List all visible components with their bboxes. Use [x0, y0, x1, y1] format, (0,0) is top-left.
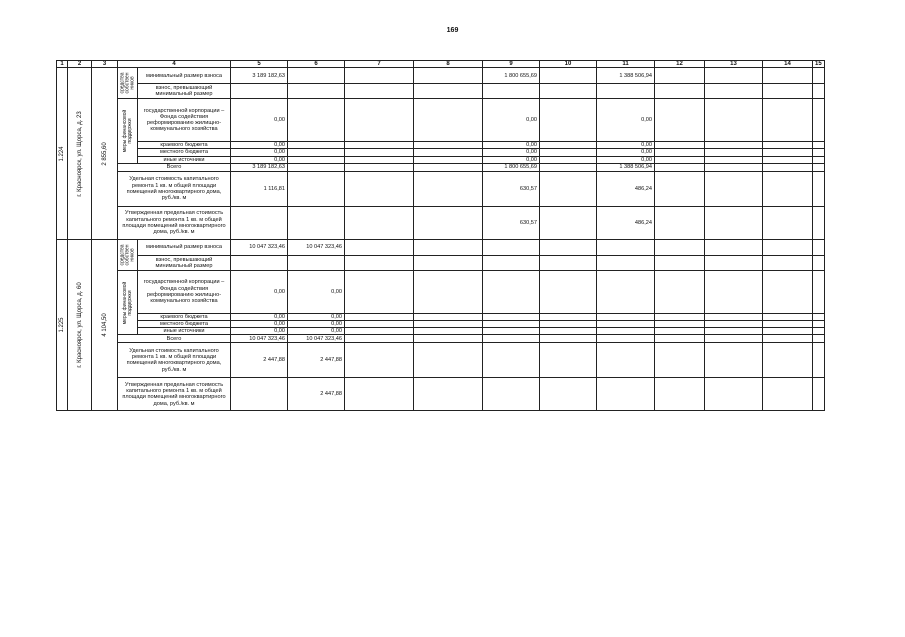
value-cell-c12 [655, 171, 705, 206]
value-cell-c14 [763, 206, 813, 239]
value-cell-c12 [655, 343, 705, 378]
group-support-text: меры финансовой поддержки [121, 109, 133, 153]
value-cell-c15 [813, 270, 825, 313]
record-address [68, 68, 92, 240]
value-cell-c13 [705, 99, 763, 142]
record-number-text: 1.224 [58, 145, 65, 162]
value-cell-c13 [705, 328, 763, 335]
value-cell-c13 [705, 171, 763, 206]
row-label-over-min: взнос, превышающий минимальный размер [138, 84, 231, 99]
header-row [57, 61, 825, 68]
header-cell: 12 [655, 61, 705, 68]
row-label-min-fee: минимальный размер взноса [138, 68, 231, 84]
value-cell-c5: 10 047 323,46 [231, 335, 288, 343]
value-cell-c10 [540, 68, 597, 84]
value-cell-c13 [705, 239, 763, 255]
group-own-funds-text: средства собствен ников [119, 244, 135, 266]
value-cell-c6 [288, 142, 345, 149]
value-cell-c5 [231, 255, 288, 270]
value-cell-c13 [705, 270, 763, 313]
value-cell-c13 [705, 343, 763, 378]
value-cell-c15 [813, 171, 825, 206]
value-cell-c8 [414, 335, 483, 343]
row-label-fund: государственной корпорации – Фонда содействия реформированию жилищно-коммунального хозяйства [138, 99, 231, 142]
value-cell-c14 [763, 343, 813, 378]
value-cell-c7 [345, 206, 414, 239]
table-row [57, 378, 825, 411]
table-row [57, 343, 825, 378]
value-cell-c6: 2 447,88 [288, 343, 345, 378]
value-cell-c9: 630,57 [483, 171, 540, 206]
value-cell-c9 [483, 378, 540, 411]
value-cell-c7 [345, 335, 414, 343]
value-cell-c11: 0,00 [597, 99, 655, 142]
value-cell-c5: 0,00 [231, 156, 288, 163]
value-cell-c6 [288, 206, 345, 239]
record-number-text: 1.225 [58, 317, 65, 333]
value-cell-c14 [763, 84, 813, 99]
value-cell-c7 [345, 142, 414, 149]
value-cell-c13 [705, 313, 763, 320]
table-row [57, 206, 825, 239]
header-cell: 14 [763, 61, 813, 68]
value-cell-c6: 0,00 [288, 321, 345, 328]
header-cell: 11 [597, 61, 655, 68]
row-label-unit-cost: Удельная стоимость капитального ремонта 1 кв. м общей площади помещений многоквартирного дома, руб./кв. м [118, 343, 231, 378]
value-cell-c9 [483, 270, 540, 313]
value-cell-c11 [597, 255, 655, 270]
value-cell-c13 [705, 68, 763, 84]
header-cell: 5 [231, 61, 288, 68]
value-cell-c14 [763, 335, 813, 343]
row-label-local: местного бюджета [138, 149, 231, 156]
value-cell-c8 [414, 239, 483, 255]
value-cell-c12 [655, 321, 705, 328]
table-row [57, 313, 825, 320]
value-cell-c15 [813, 321, 825, 328]
value-cell-c10 [540, 378, 597, 411]
value-cell-c8 [414, 142, 483, 149]
value-cell-c15 [813, 378, 825, 411]
value-cell-c11: 0,00 [597, 156, 655, 163]
value-cell-c7 [345, 171, 414, 206]
table-row [57, 321, 825, 328]
capital-repair-table [56, 60, 825, 411]
value-cell-c6: 2 447,88 [288, 378, 345, 411]
value-cell-c11 [597, 335, 655, 343]
value-cell-c7 [345, 328, 414, 335]
value-cell-c14 [763, 68, 813, 84]
value-cell-c15 [813, 99, 825, 142]
value-cell-c11: 1 388 506,94 [597, 163, 655, 171]
value-cell-c12 [655, 142, 705, 149]
value-cell-c8 [414, 163, 483, 171]
value-cell-c13 [705, 255, 763, 270]
value-cell-c10 [540, 171, 597, 206]
value-cell-c15 [813, 156, 825, 163]
value-cell-c8 [414, 321, 483, 328]
row-label-over-min: взнос, превышающий минимальный размер [138, 255, 231, 270]
value-cell-c12 [655, 255, 705, 270]
value-cell-c7 [345, 255, 414, 270]
value-cell-c9 [483, 343, 540, 378]
value-cell-c9: 630,57 [483, 206, 540, 239]
value-cell-c9 [483, 84, 540, 99]
value-cell-c7 [345, 163, 414, 171]
value-cell-c15 [813, 343, 825, 378]
page-number: 169 [446, 27, 459, 34]
value-cell-c13 [705, 142, 763, 149]
value-cell-c15 [813, 149, 825, 156]
value-cell-c6 [288, 156, 345, 163]
header-cell: 3 [92, 61, 118, 68]
record-address-text: г. Красноярск, ул. Щорса, д. 60 [76, 282, 83, 368]
value-cell-c6: 0,00 [288, 270, 345, 313]
header-cell: 10 [540, 61, 597, 68]
value-cell-c12 [655, 206, 705, 239]
value-cell-c7 [345, 270, 414, 313]
row-label-unit-cost: Удельная стоимость капитального ремонта 1 кв. м общей площади помещений многоквартирного дома, руб./кв. м [118, 171, 231, 206]
table-row [57, 142, 825, 149]
value-cell-c6 [288, 68, 345, 84]
table-row [57, 68, 825, 84]
value-cell-c13 [705, 156, 763, 163]
value-cell-c15 [813, 335, 825, 343]
record-area-text: 2 855,60 [101, 141, 108, 166]
value-cell-c7 [345, 343, 414, 378]
table-row [57, 156, 825, 163]
header-cell: 4 [118, 61, 231, 68]
value-cell-c6 [288, 84, 345, 99]
value-cell-c6 [288, 171, 345, 206]
value-cell-c5: 10 047 323,46 [231, 239, 288, 255]
value-cell-c7 [345, 84, 414, 99]
value-cell-c5 [231, 378, 288, 411]
value-cell-c10 [540, 313, 597, 320]
value-cell-c15 [813, 84, 825, 99]
value-cell-c7 [345, 149, 414, 156]
value-cell-c10 [540, 328, 597, 335]
value-cell-c11: 1 388 506,94 [597, 68, 655, 84]
group-support [118, 270, 138, 335]
table-row [57, 239, 825, 255]
row-label-other: иные источники [138, 328, 231, 335]
value-cell-c6: 0,00 [288, 328, 345, 335]
value-cell-c10 [540, 321, 597, 328]
value-cell-c14 [763, 163, 813, 171]
value-cell-c9 [483, 328, 540, 335]
value-cell-c9 [483, 239, 540, 255]
value-cell-c8 [414, 343, 483, 378]
value-cell-c10 [540, 270, 597, 313]
value-cell-c7 [345, 68, 414, 84]
value-cell-c5: 3 189 182,63 [231, 68, 288, 84]
value-cell-c9: 0,00 [483, 142, 540, 149]
value-cell-c8 [414, 328, 483, 335]
record-number [57, 239, 68, 411]
header-cell: 15 [813, 61, 825, 68]
group-own-funds [118, 239, 138, 270]
value-cell-c15 [813, 163, 825, 171]
table-row [57, 270, 825, 313]
header-cell: 1 [57, 61, 68, 68]
value-cell-c12 [655, 239, 705, 255]
value-cell-c9 [483, 255, 540, 270]
value-cell-c5: 0,00 [231, 270, 288, 313]
value-cell-c15 [813, 68, 825, 84]
value-cell-c12 [655, 335, 705, 343]
value-cell-c12 [655, 149, 705, 156]
value-cell-c7 [345, 239, 414, 255]
value-cell-c8 [414, 270, 483, 313]
row-label-total: Всего [118, 163, 231, 171]
table-row [57, 335, 825, 343]
value-cell-c5 [231, 206, 288, 239]
value-cell-c15 [813, 239, 825, 255]
table-row [57, 171, 825, 206]
value-cell-c7 [345, 99, 414, 142]
record-area [92, 68, 118, 240]
value-cell-c11 [597, 378, 655, 411]
value-cell-c13 [705, 335, 763, 343]
value-cell-c9: 1 800 655,69 [483, 68, 540, 84]
value-cell-c10 [540, 156, 597, 163]
value-cell-c14 [763, 328, 813, 335]
value-cell-c11 [597, 270, 655, 313]
value-cell-c8 [414, 171, 483, 206]
value-cell-c14 [763, 142, 813, 149]
value-cell-c6 [288, 255, 345, 270]
value-cell-c12 [655, 378, 705, 411]
value-cell-c12 [655, 270, 705, 313]
row-label-approved-limit: Утвержденная предельная стоимость капитального ремонта 1 кв. м общей площади помещений многоквартирного дома, руб./кв. м [118, 206, 231, 239]
table-row [57, 255, 825, 270]
record-area [92, 239, 118, 411]
value-cell-c14 [763, 99, 813, 142]
value-cell-c11: 0,00 [597, 149, 655, 156]
row-label-local: местного бюджета [138, 321, 231, 328]
value-cell-c11: 486,24 [597, 171, 655, 206]
value-cell-c5: 0,00 [231, 328, 288, 335]
table-row [57, 163, 825, 171]
value-cell-c14 [763, 171, 813, 206]
table-row [57, 84, 825, 99]
value-cell-c10 [540, 206, 597, 239]
value-cell-c13 [705, 149, 763, 156]
row-label-approved-limit: Утвержденная предельная стоимость капитального ремонта 1 кв. м общей площади помещений многоквартирного дома, руб./кв. м [118, 378, 231, 411]
value-cell-c10 [540, 163, 597, 171]
value-cell-c9 [483, 335, 540, 343]
value-cell-c11: 0,00 [597, 142, 655, 149]
value-cell-c9 [483, 321, 540, 328]
value-cell-c5: 1 116,81 [231, 171, 288, 206]
row-label-other: иные источники [138, 156, 231, 163]
value-cell-c6: 10 047 323,46 [288, 335, 345, 343]
value-cell-c14 [763, 378, 813, 411]
value-cell-c11 [597, 343, 655, 378]
value-cell-c7 [345, 378, 414, 411]
value-cell-c7 [345, 156, 414, 163]
value-cell-c5: 3 189 182,63 [231, 163, 288, 171]
value-cell-c10 [540, 255, 597, 270]
value-cell-c6 [288, 149, 345, 156]
value-cell-c15 [813, 142, 825, 149]
value-cell-c5: 0,00 [231, 313, 288, 320]
record-address-text: г. Красноярск, ул. Щорса, д. 23 [76, 110, 83, 197]
value-cell-c10 [540, 239, 597, 255]
value-cell-c11 [597, 321, 655, 328]
row-label-regional: краевого бюджета [138, 142, 231, 149]
header-cell: 2 [68, 61, 92, 68]
value-cell-c5: 0,00 [231, 149, 288, 156]
header-cell: 8 [414, 61, 483, 68]
header-cell: 9 [483, 61, 540, 68]
value-cell-c9: 0,00 [483, 149, 540, 156]
value-cell-c7 [345, 321, 414, 328]
value-cell-c14 [763, 239, 813, 255]
value-cell-c13 [705, 163, 763, 171]
value-cell-c11 [597, 313, 655, 320]
row-label-min-fee: минимальный размер взноса [138, 239, 231, 255]
value-cell-c6 [288, 163, 345, 171]
value-cell-c10 [540, 149, 597, 156]
value-cell-c12 [655, 156, 705, 163]
header-cell: 7 [345, 61, 414, 68]
value-cell-c14 [763, 321, 813, 328]
row-label-fund: государственной корпорации – Фонда содействия реформированию жилищно-коммунального хозяйства [138, 270, 231, 313]
record-number [57, 68, 68, 240]
value-cell-c10 [540, 142, 597, 149]
value-cell-c5 [231, 84, 288, 99]
value-cell-c12 [655, 313, 705, 320]
value-cell-c7 [345, 313, 414, 320]
value-cell-c9 [483, 313, 540, 320]
value-cell-c10 [540, 99, 597, 142]
value-cell-c14 [763, 270, 813, 313]
value-cell-c8 [414, 378, 483, 411]
value-cell-c12 [655, 328, 705, 335]
group-support-text: меры финансовой поддержки [121, 281, 133, 324]
value-cell-c11 [597, 239, 655, 255]
value-cell-c8 [414, 156, 483, 163]
row-label-regional: краевого бюджета [138, 313, 231, 320]
value-cell-c6: 10 047 323,46 [288, 239, 345, 255]
record-address [68, 239, 92, 411]
value-cell-c13 [705, 321, 763, 328]
value-cell-c12 [655, 163, 705, 171]
row-label-total: Всего [118, 335, 231, 343]
value-cell-c5: 0,00 [231, 142, 288, 149]
record-area-text: 4 104,50 [101, 313, 108, 337]
value-cell-c14 [763, 255, 813, 270]
group-own-funds-text: средства собствен ников [119, 72, 135, 94]
value-cell-c15 [813, 328, 825, 335]
value-cell-c10 [540, 343, 597, 378]
value-cell-c5: 0,00 [231, 99, 288, 142]
value-cell-c8 [414, 99, 483, 142]
value-cell-c13 [705, 206, 763, 239]
value-cell-c9: 0,00 [483, 156, 540, 163]
value-cell-c14 [763, 149, 813, 156]
value-cell-c14 [763, 156, 813, 163]
value-cell-c13 [705, 378, 763, 411]
value-cell-c8 [414, 255, 483, 270]
value-cell-c10 [540, 335, 597, 343]
value-cell-c15 [813, 206, 825, 239]
table-row [57, 99, 825, 142]
value-cell-c11 [597, 84, 655, 99]
value-cell-c15 [813, 255, 825, 270]
header-cell: 6 [288, 61, 345, 68]
value-cell-c15 [813, 313, 825, 320]
value-cell-c12 [655, 68, 705, 84]
group-support [118, 99, 138, 164]
value-cell-c6 [288, 99, 345, 142]
value-cell-c5: 0,00 [231, 321, 288, 328]
value-cell-c8 [414, 84, 483, 99]
value-cell-c6: 0,00 [288, 313, 345, 320]
value-cell-c12 [655, 99, 705, 142]
value-cell-c8 [414, 313, 483, 320]
value-cell-c5: 2 447,88 [231, 343, 288, 378]
value-cell-c11 [597, 328, 655, 335]
value-cell-c12 [655, 84, 705, 99]
value-cell-c13 [705, 84, 763, 99]
value-cell-c10 [540, 84, 597, 99]
value-cell-c14 [763, 313, 813, 320]
value-cell-c9: 0,00 [483, 99, 540, 142]
table-row [57, 328, 825, 335]
value-cell-c8 [414, 149, 483, 156]
value-cell-c11: 486,24 [597, 206, 655, 239]
value-cell-c9: 1 800 655,69 [483, 163, 540, 171]
table-row [57, 149, 825, 156]
group-own-funds [118, 68, 138, 99]
header-cell: 13 [705, 61, 763, 68]
value-cell-c8 [414, 206, 483, 239]
value-cell-c8 [414, 68, 483, 84]
